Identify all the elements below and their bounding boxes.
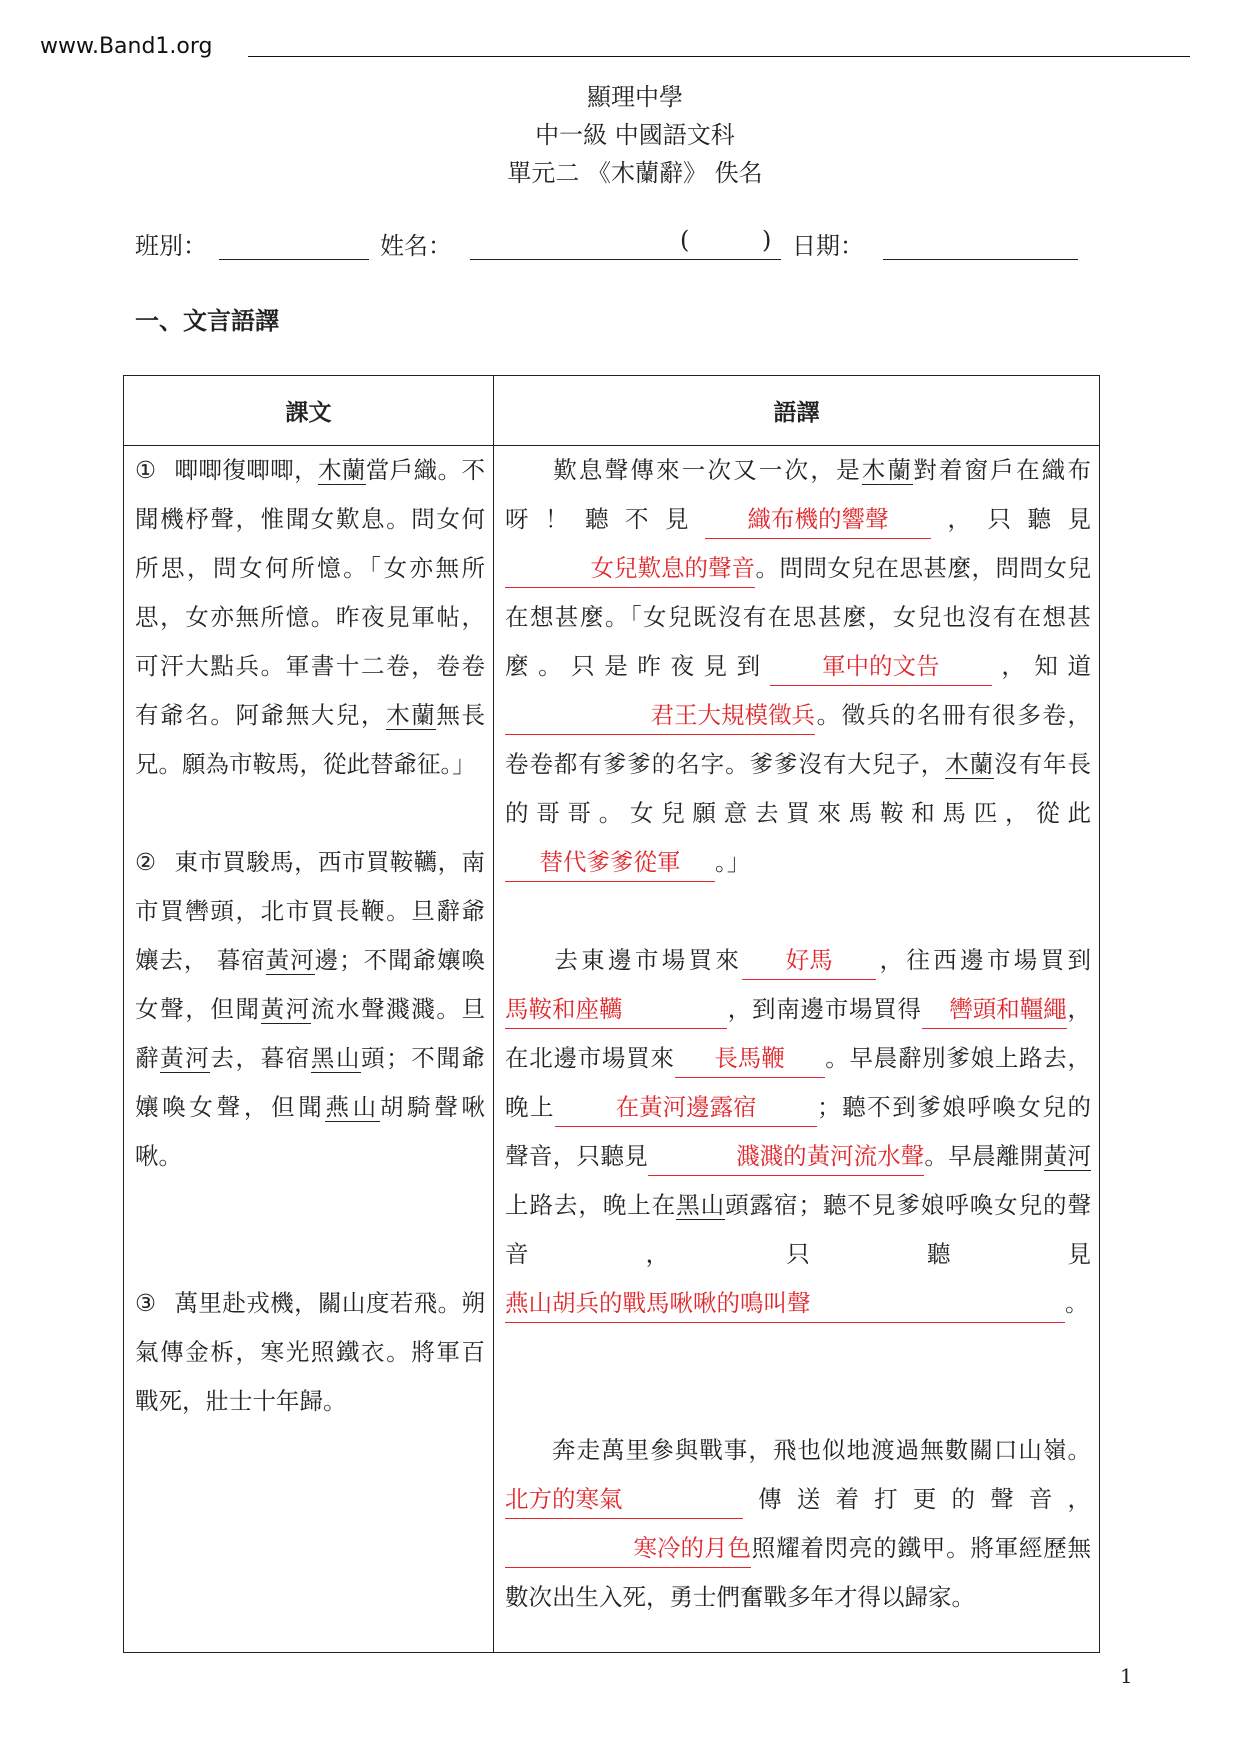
header-original-text: 課文 [124, 376, 494, 446]
translation-cell [494, 446, 1100, 1653]
name-blank[interactable] [470, 259, 781, 260]
proper-noun: 木蘭 [386, 701, 437, 729]
proper-noun: 黑山 [310, 1044, 362, 1072]
proper-noun: 黃河 [265, 946, 315, 974]
original-paragraph-2: ② 東市買駿馬，西市買鞍韉，南市買轡頭，北市買長鞭。旦辭爺孃去， 暮宿黃河邊；不聞爺孃喚女聲，但聞黃河流水聲濺濺。旦辭黃河去，暮宿黑山頭；不聞爺孃喚女聲，但聞燕山胡騎聲啾啾。 [135, 848, 486, 1170]
paragraph-number: ① [135, 456, 157, 484]
original-text-cell [124, 446, 494, 1653]
proper-noun: 木蘭 [318, 456, 366, 484]
answer-blank[interactable]: 馬鞍和座韉 [505, 990, 727, 1029]
answer-blank[interactable]: 軍中的文告 [770, 647, 992, 686]
header-rule [248, 56, 1190, 57]
proper-noun: 燕山 [325, 1093, 380, 1121]
class-blank[interactable] [219, 259, 369, 260]
answer-blank[interactable]: 轡頭和韁繩 [922, 990, 1067, 1029]
answer-blank[interactable]: 北方的寒氣 [505, 1480, 743, 1519]
date-blank[interactable] [883, 259, 1078, 260]
answer-blank[interactable]: 燕山胡兵的戰馬啾啾的鳴叫聲 [505, 1284, 1065, 1323]
header-translation: 語譯 [494, 376, 1100, 446]
answer-blank[interactable]: 寒冷的月色 [505, 1529, 751, 1568]
answer-blank[interactable]: 好馬 [742, 941, 876, 980]
translation-table [123, 375, 1100, 1653]
answer-blank[interactable]: 君王大規模徵兵 [505, 696, 815, 735]
date-label: 日期： [792, 232, 864, 260]
proper-noun: 黑山 [676, 1191, 726, 1219]
site-url[interactable]: www.Band1.org [40, 34, 213, 59]
class-number-open: ( [680, 226, 690, 254]
course-title: 中一級 中國語文科 [535, 121, 735, 149]
unit-title: 單元二 《木蘭辭》 佚名 [507, 159, 763, 187]
answer-blank[interactable]: 在黃河邊露宿 [555, 1088, 817, 1127]
name-label: 姓名： [380, 232, 452, 260]
school-name: 顯理中學 [587, 83, 683, 111]
answer-blank[interactable]: 女兒歎息的聲音 [505, 549, 755, 588]
original-paragraph-1: ① 唧唧復唧唧，木蘭當戶織。不聞機杼聲，惟聞女歎息。問女何所思，問女何所憶。「女亦無所思，女亦無所憶。昨夜見軍帖，可汗大點兵。軍書十二卷，卷卷有爺名。阿爺無大兒，木蘭無長兄。願為市鞍馬，從此替爺征。」 [135, 456, 486, 778]
answer-blank[interactable]: 長馬鞭 [675, 1039, 825, 1078]
translation-paragraph-3: 奔走萬里參與戰事，飛也似地渡過無數關口山嶺。北方的寒氣 傳送着打更的聲音，寒冷的月色照耀着閃亮的鐵甲。將軍經歷無數次出生入死，勇士們奮戰多年才得以歸家。 [505, 1436, 1091, 1611]
answer-blank[interactable]: 濺濺的黃河流水聲 [648, 1137, 924, 1176]
proper-noun: 黃河 [1043, 1142, 1092, 1170]
proper-noun: 木蘭 [861, 456, 914, 484]
proper-noun: 木蘭 [945, 750, 995, 778]
answer-blank[interactable]: 織布機的響聲 [705, 500, 931, 539]
class-label: 班別： [135, 232, 207, 260]
proper-noun: 黃河 [160, 1044, 211, 1072]
page-number: 1 [1120, 1664, 1133, 1688]
translation-paragraph-1: 歎息聲傳來一次又一次，是木蘭對着窗戶在織布呀！聽不見 織布機的響聲 ，只聽見女兒歎息的聲音。問問女兒在思甚麼，問問女兒在想甚麼。「女兒既沒有在思甚麼，女兒也沒有在想甚麼。只是昨夜見到 軍中的文告 ，知道君王大規模徵兵。徵兵的名冊有很多卷，卷卷都有爹爹的名字。爹爹沒有大兒子，木蘭沒有年長的哥哥。女兒願意去買來馬鞍和馬匹，從此替代爹爹從軍 。」 [505, 446, 1091, 887]
class-number-close: ) [762, 226, 772, 254]
original-paragraph-3: ③ 萬里赴戎機，關山度若飛。朔氣傳金柝，寒光照鐵衣。將軍百戰死，壯士十年歸。 [135, 1289, 486, 1415]
translation-paragraph-2: 去東邊市場買來 好馬 ，往西邊市場買到馬鞍和座韉 ，到南邊市場買得 轡頭和韁繩，在北邊市場買來 長馬鞭 。早晨辭別爹娘上路去，晚上 在黃河邊露宿 ；聽不到爹娘呼喚女兒的聲音，只聽見 濺濺的黃河流水聲。早晨離開黃河上路去，晚上在黑山頭露宿；聽不見爹娘呼喚女兒的聲音，只聽見燕山胡兵的戰馬啾啾的鳴叫聲 。 [505, 936, 1091, 1328]
answer-blank[interactable]: 替代爹爹從軍 [505, 843, 715, 882]
title-block [0, 78, 1240, 192]
paragraph-number: ② [135, 848, 157, 876]
paragraph-number: ③ [135, 1289, 157, 1317]
proper-noun: 黃河 [260, 995, 311, 1023]
section-title: 一、文言語譯 [135, 307, 279, 335]
